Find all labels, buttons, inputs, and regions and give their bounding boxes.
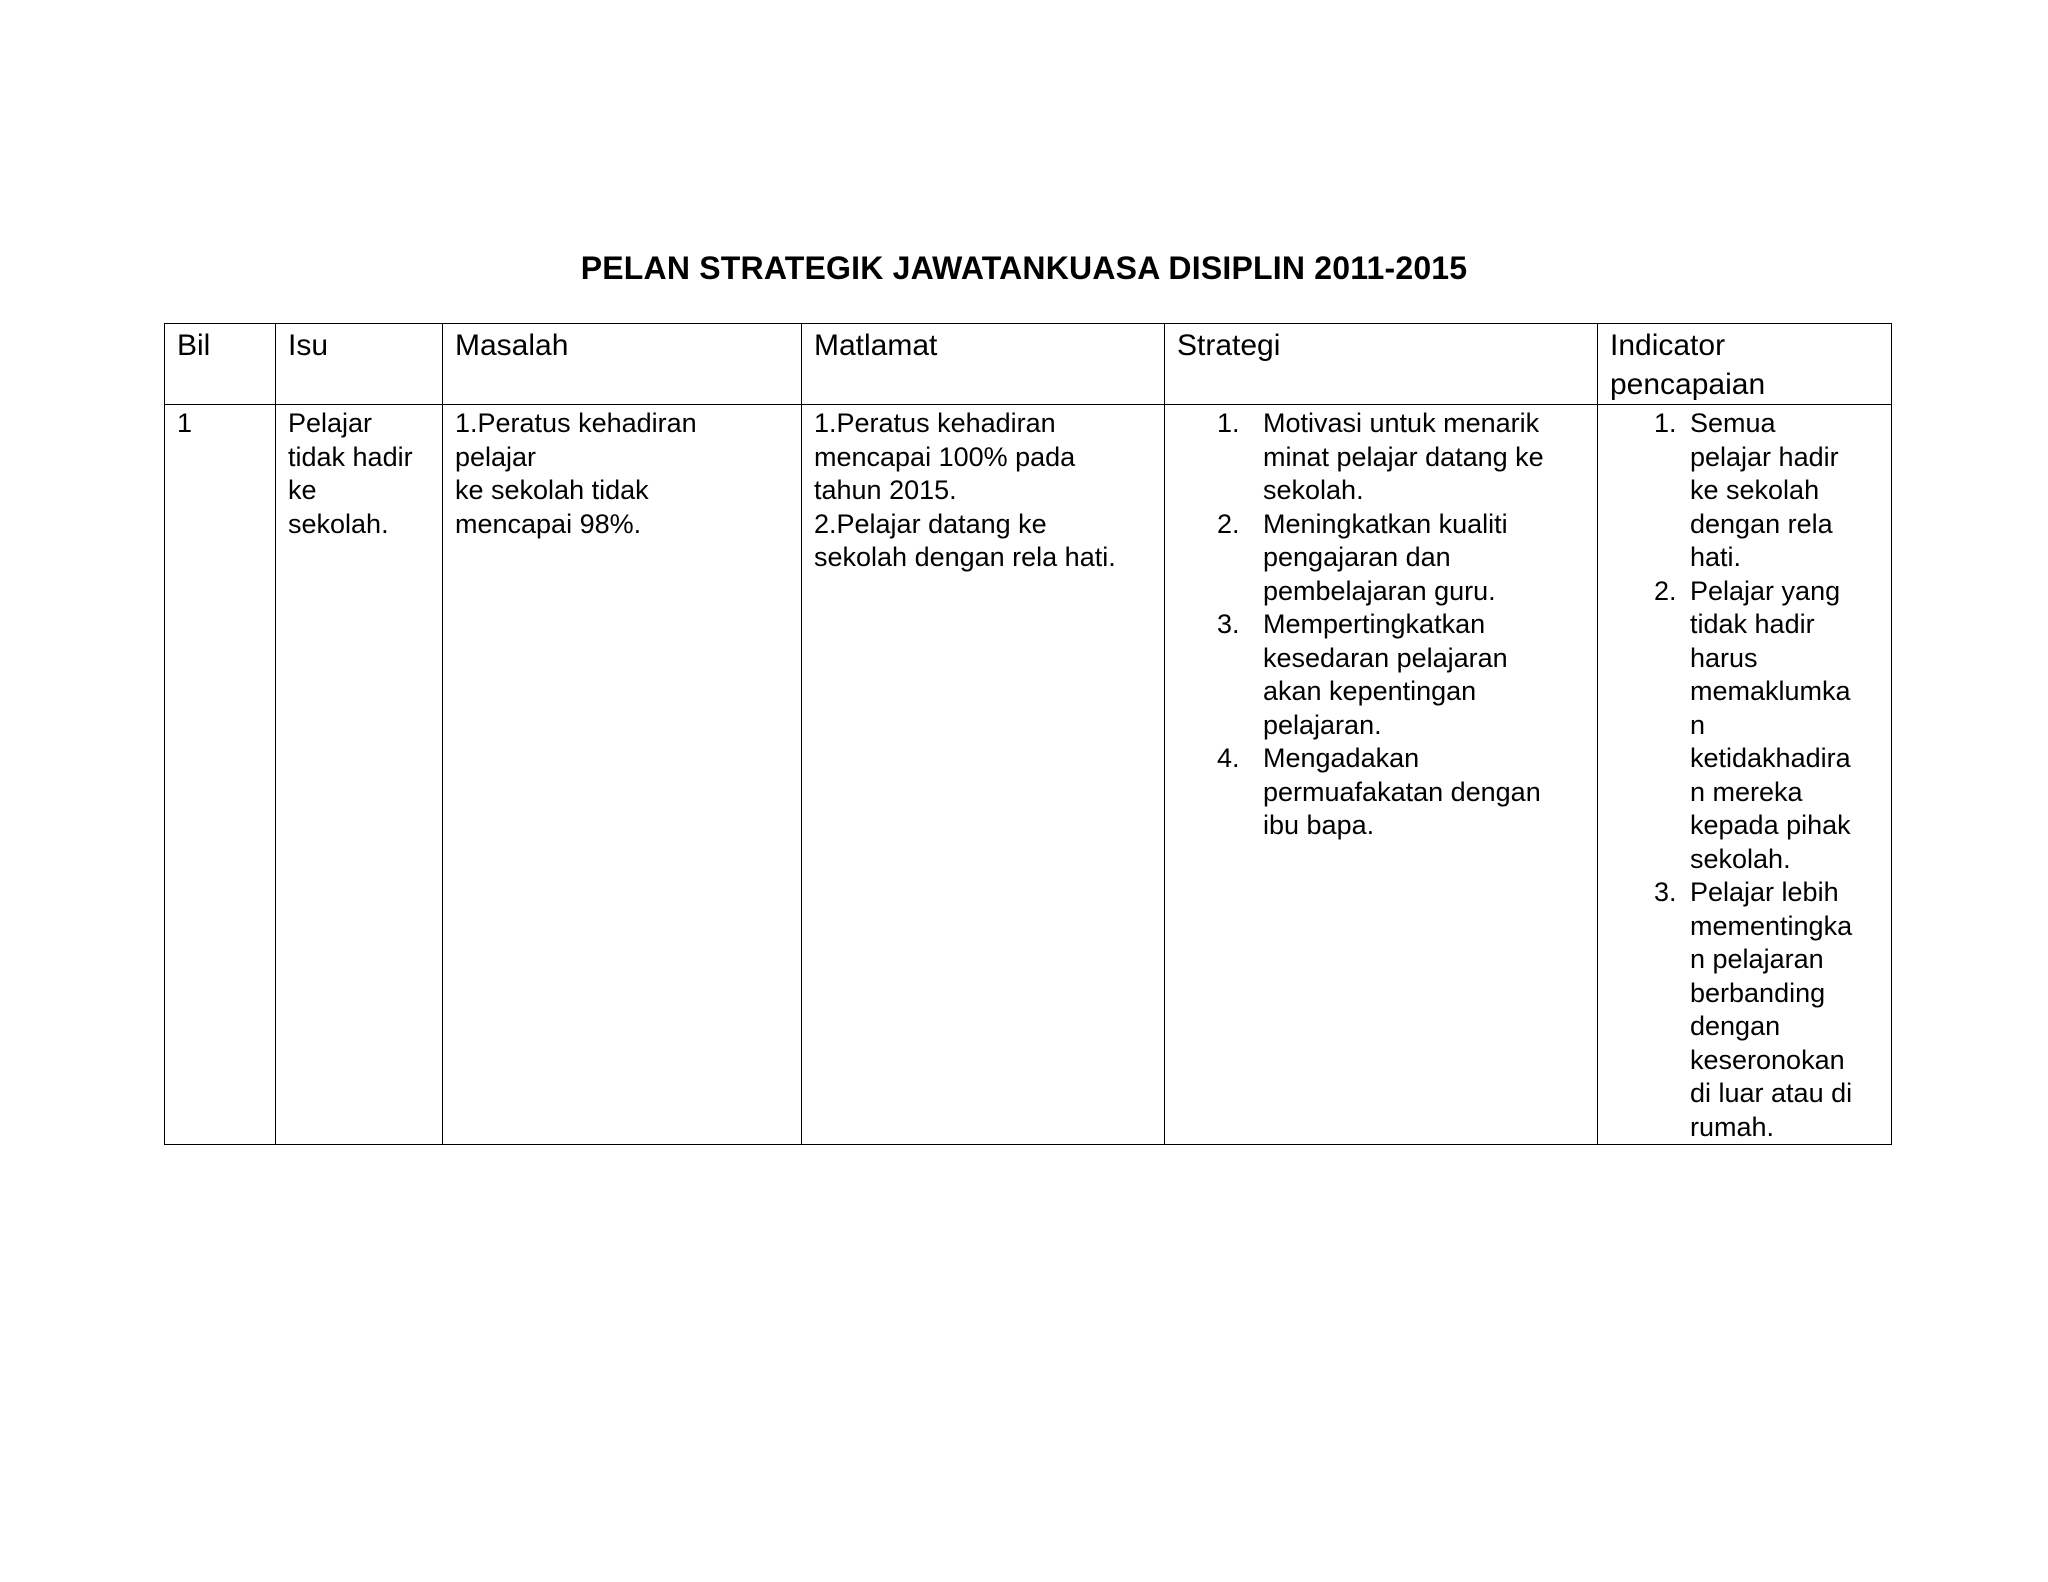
strategi-item-number: 2. <box>1217 508 1240 539</box>
cell-strategi <box>1165 405 1598 1145</box>
strategi-item-number: 4. <box>1217 743 1240 773</box>
indicator-item-number: 3. <box>1654 877 1677 907</box>
header-masalah: Masalah <box>443 324 802 405</box>
strategic-plan-table <box>164 323 1892 1145</box>
cell-bil: 1 <box>165 405 276 1145</box>
table-row <box>165 405 1892 1145</box>
indicator-item-text: Pelajar yang tidak hadir harus memaklumka n ketidakhadira n mereka kepada pihak sekolah. <box>1690 575 1851 874</box>
indicator-item-number: 2. <box>1654 575 1677 606</box>
header-indicator: Indicator pencapaian <box>1598 324 1892 405</box>
cell-indicator <box>1598 405 1892 1145</box>
indicator-item <box>1610 407 1879 575</box>
indicator-item <box>1610 876 1879 1144</box>
page-title: PELAN STRATEGIK JAWATANKUASA DISIPLIN 2011-2015 <box>580 250 1468 286</box>
header-isu: Isu <box>276 324 443 405</box>
strategi-item-number: 1. <box>1217 408 1240 438</box>
strategi-item <box>1177 608 1585 742</box>
indicator-item-number: 1. <box>1654 408 1677 438</box>
header-bil: Bil <box>165 324 276 405</box>
strategi-item-text: Meningkatkan kualiti pengajaran dan pembelajaran guru. <box>1263 508 1508 606</box>
indicator-item <box>1610 575 1879 877</box>
header-strategi: Strategi <box>1165 324 1598 405</box>
strategi-item-text: Mempertingkatkan kesedaran pelajaran akan kepentingan pelajaran. <box>1263 609 1508 740</box>
header-matlamat: Matlamat <box>802 324 1165 405</box>
strategi-list <box>1177 407 1585 843</box>
strategi-item-text: Mengadakan permuafakatan dengan ibu bapa. <box>1263 743 1541 840</box>
strategi-item <box>1177 508 1585 609</box>
strategi-item <box>1177 407 1585 508</box>
indicator-item-text: Semua pelajar hadir ke sekolah dengan rela hati. <box>1690 408 1839 572</box>
cell-masalah: 1.Peratus kehadiran pelajar ke sekolah tidak mencapai 98%. <box>443 405 802 1145</box>
indicator-item-text: Pelajar lebih mementingka n pelajaran berbanding dengan keseronokan di luar atau di rumah. <box>1690 877 1853 1142</box>
strategi-item-number: 3. <box>1217 609 1240 639</box>
strategi-item <box>1177 742 1585 843</box>
cell-matlamat: 1.Peratus kehadiran mencapai 100% pada tahun 2015. 2.Pelajar datang ke sekolah dengan rela hati. <box>802 405 1165 1145</box>
indicator-list <box>1610 407 1879 1144</box>
table-header-row <box>165 324 1892 405</box>
strategi-item-text: Motivasi untuk menarik minat pelajar datang ke sekolah. <box>1263 408 1544 505</box>
cell-isu: Pelajar tidak hadir ke sekolah. <box>276 405 443 1145</box>
